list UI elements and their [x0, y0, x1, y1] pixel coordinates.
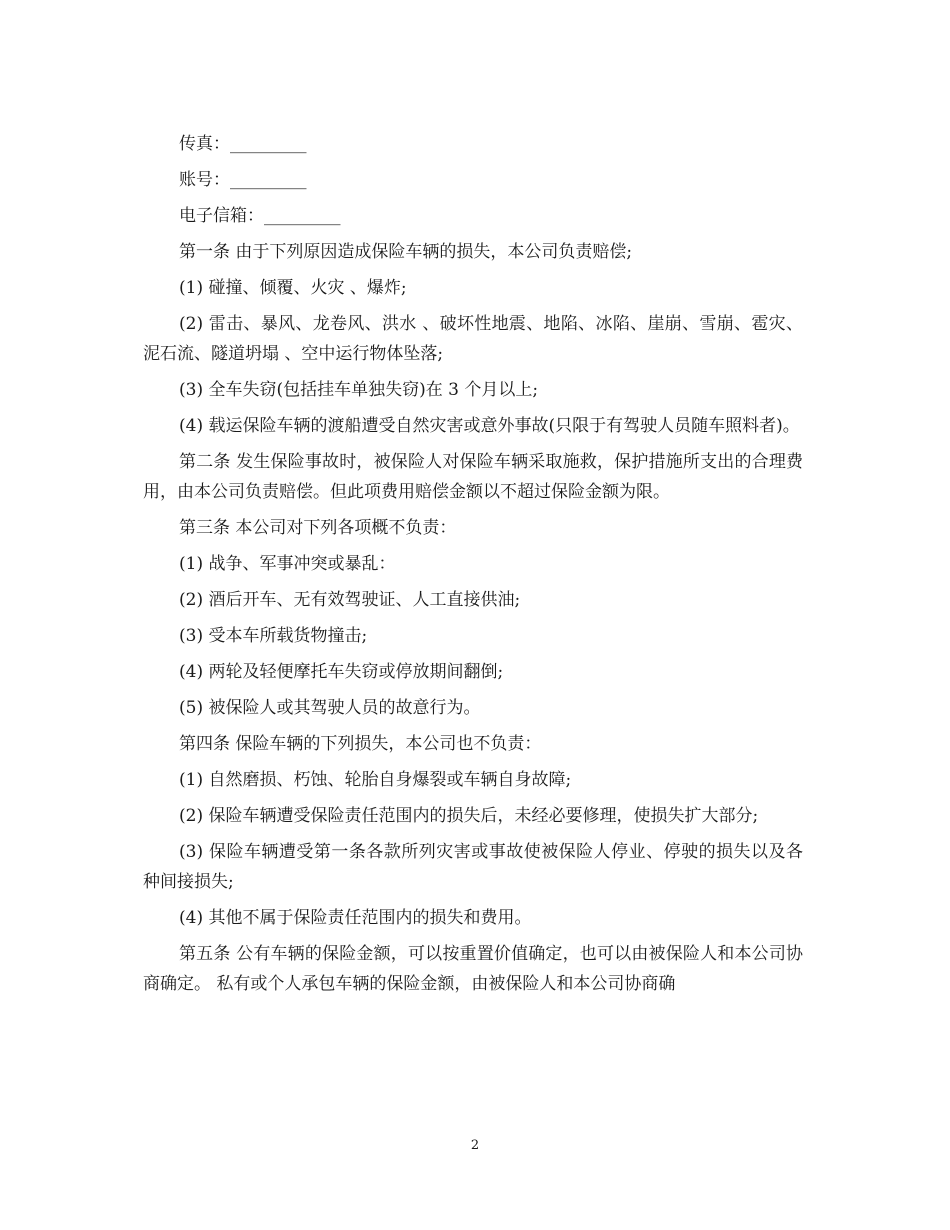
- fax-line: 传真：_________: [179, 134, 307, 154]
- document-body: [143, 129, 803, 1005]
- article-1-item-1: (1) 碰撞、倾覆、火灾 、爆炸;: [179, 278, 407, 298]
- article-3-item-5: (5) 被保险人或其驾驶人员的故意行为。: [179, 698, 481, 718]
- page-number: 2: [470, 1138, 480, 1153]
- article-4-item-1: (1) 自然磨损、朽蚀、轮胎自身爆裂或车辆自身故障;: [179, 770, 572, 790]
- article-1-item-2: (2) 雷击、暴风、龙卷风、洪水 、破坏性地震、地陷、冰陷、崖崩、雪崩、雹灾、泥石流、隧道坍塌 、空中运行物体坠落;: [143, 314, 803, 364]
- article-5: 第五条 公有车辆的保险金额，可以按重置价值确定，也可以由被保险人和本公司协商确定。 私有或个人承包车辆的保险金额，由被保险人和本公司协商确: [143, 944, 803, 994]
- email-line: 电子信箱：_________: [179, 206, 341, 226]
- article-4-item-2: (2) 保险车辆遭受保险责任范围内的损失后，未经必要修理，使损失扩大部分;: [179, 806, 759, 826]
- article-3-heading: 第三条 本公司对下列各项概不负责：: [179, 518, 457, 538]
- article-2: 第二条 发生保险事故时，被保险人对保险车辆采取施救，保护措施所支出的合理费用，由本公司负责赔偿。但此项费用赔偿金额以不超过保险金额为限。: [143, 452, 803, 502]
- article-1-heading: 第一条 由于下列原因造成保险车辆的损失，本公司负责赔偿;: [179, 242, 633, 262]
- article-4-item-4: (4) 其他不属于保险责任范围内的损失和费用。: [179, 908, 532, 928]
- article-3-item-1: (1) 战争、军事冲突或暴乱：: [179, 554, 396, 574]
- article-1-item-4: (4) 载运保险车辆的渡船遭受自然灾害或意外事故(只限于有驾驶人员随车照料者)。: [179, 416, 800, 436]
- article-4-heading: 第四条 保险车辆的下列损失，本公司也不负责：: [179, 734, 542, 754]
- account-line: 账号：_________: [179, 170, 307, 190]
- article-3-item-2: (2) 酒后开车、无有效驾驶证、人工直接供油;: [179, 590, 521, 610]
- article-3-item-3: (3) 受本车所载货物撞击;: [179, 626, 368, 646]
- article-1-item-3: (3) 全车失窃(包括挂车单独失窃)在 3 个月以上;: [179, 380, 539, 400]
- article-4-item-3: (3) 保险车辆遭受第一条各款所列灾害或事故使被保险人停业、停驶的损失以及各种间接损失;: [143, 842, 803, 892]
- article-3-item-4: (4) 两轮及轻便摩托车失窃或停放期间翻倒;: [179, 662, 504, 682]
